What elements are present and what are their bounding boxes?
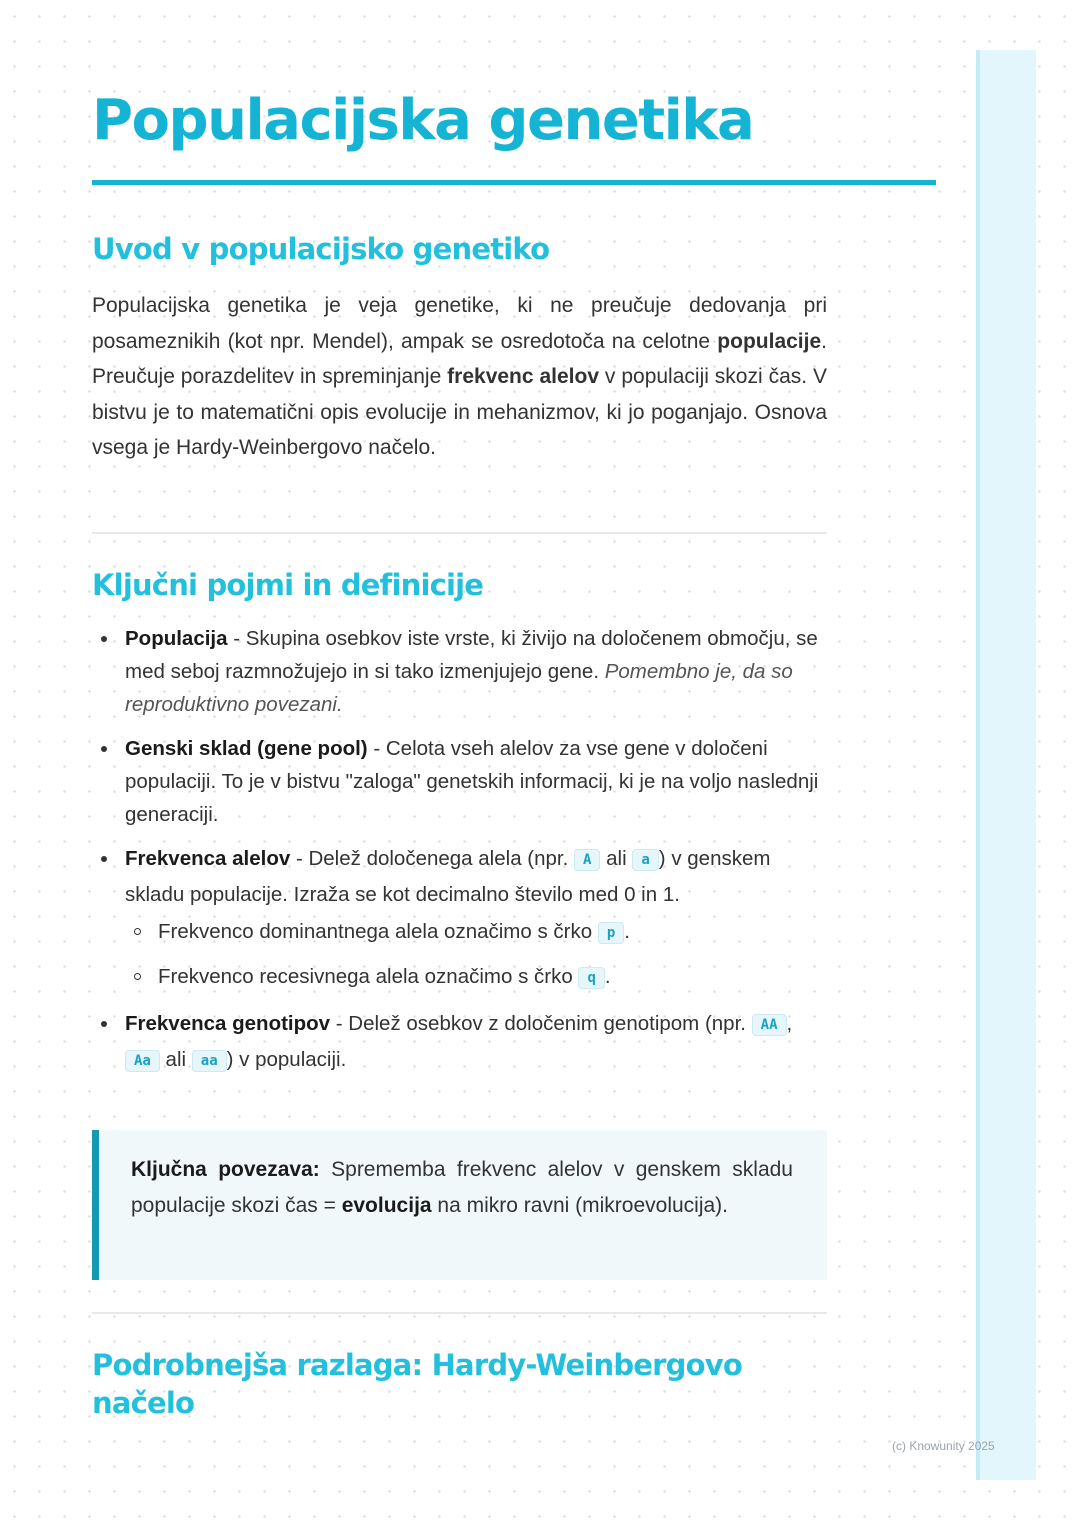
term-description: - Delež določenega alela (npr. xyxy=(290,847,575,870)
callout-label: Ključna povezava: xyxy=(131,1158,320,1181)
list-item xyxy=(92,622,827,721)
term-label: Genski sklad (gene pool) xyxy=(125,737,368,760)
sub-list-item xyxy=(125,915,827,951)
term-description: - Delež osebkov z določenim genotipom (npr. xyxy=(330,1012,752,1035)
sub-item-text: Frekvenco dominantnega alela označimo s črko xyxy=(158,920,598,943)
list-item xyxy=(92,842,827,996)
term-separator: , xyxy=(786,1012,793,1035)
intro-text-2: . Preučuje porazdelitev in spreminjanje xyxy=(92,329,827,388)
section-heading-intro: Uvod v populacijsko genetiko xyxy=(92,232,550,266)
callout-bold-evolucija: evolucija xyxy=(341,1193,432,1217)
inline-code: aa xyxy=(192,1050,227,1072)
term-note: Pomembno je, da so reproduktivno povezani. xyxy=(125,660,793,716)
inline-code: Aa xyxy=(125,1050,160,1072)
sub-item-end: . xyxy=(604,965,611,988)
term-description: ali xyxy=(600,847,633,870)
callout-body: Sprememba frekvenc alelov v genskem skladu populacije skozi čas = xyxy=(131,1158,793,1217)
inline-code: AA xyxy=(752,1014,787,1036)
list-item xyxy=(92,732,827,831)
inline-code: A xyxy=(574,849,600,871)
term-label: Frekvenca genotipov xyxy=(125,1012,331,1035)
definitions-list xyxy=(92,622,827,1090)
section-divider xyxy=(92,1312,827,1314)
key-connection-callout xyxy=(92,1130,827,1280)
intro-bold-frekvenc-alelov: frekvenc alelov xyxy=(447,365,600,388)
callout-body-end: na mikro ravni (mikroevolucija). xyxy=(431,1193,729,1217)
inline-code: p xyxy=(598,922,624,944)
term-description: ) v populaciji. xyxy=(226,1048,347,1071)
term-description: - Skupina osebkov iste vrste, ki živijo na določenem območju, se med seboj razmnožujejo in si tako izmenjujejo gene. xyxy=(125,627,818,683)
list-item xyxy=(92,1007,827,1079)
intro-paragraph xyxy=(92,288,827,466)
copyright-text: (c) Knowunity 2025 xyxy=(892,1439,995,1453)
section-heading-terms: Ključni pojmi in definicije xyxy=(92,568,484,602)
sub-item-text: Frekvenco recesivnega alela označimo s črko xyxy=(158,965,579,988)
term-label: Frekvenca alelov xyxy=(125,847,291,870)
page-title: Populacijska genetika xyxy=(92,88,754,153)
sub-list-item xyxy=(125,960,827,996)
section-divider xyxy=(92,532,827,534)
term-description: ) v genskem skladu populacije. Izraža se kot decimalno število med 0 in 1. xyxy=(125,847,771,906)
intro-text-3: v populaciji skozi čas. V bistvu je to matematični opis evolucije in mehanizmov, ki jo poganjajo. Osnova vsega je Hardy-Weinbergovo načelo. xyxy=(92,365,827,459)
term-label: Populacija xyxy=(125,627,228,650)
intro-bold-populacije: populacije xyxy=(717,329,822,353)
title-underline xyxy=(92,180,936,185)
sub-list xyxy=(125,915,827,996)
inline-code: q xyxy=(578,967,604,989)
term-description: - Celota vseh alelov za vse gene v določeni populaciji. To je v bistvu "zaloga" genetskih informacij, ki je na voljo naslednji generaciji. xyxy=(125,737,819,826)
inline-code: a xyxy=(632,849,658,871)
section-heading-hardy-weinberg: Podrobnejša razlaga: Hardy-Weinbergovo načelo xyxy=(92,1348,742,1420)
sub-item-end: . xyxy=(624,920,630,943)
intro-text-1: Populacijska genetika je veja genetike, ki ne preučuje dedovanja pri posameznikih (kot npr. Mendel), ampak se osredotoča na celotne xyxy=(92,294,827,353)
callout-text xyxy=(131,1152,793,1223)
term-description: ali xyxy=(159,1048,192,1071)
page-side-strip xyxy=(976,50,1036,1480)
